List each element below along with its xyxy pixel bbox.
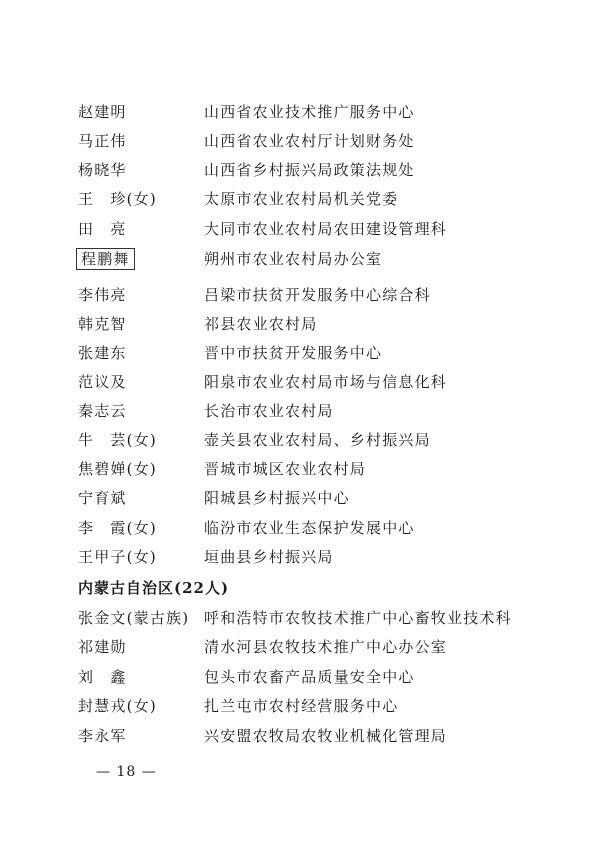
person-name: 张建东: [78, 344, 127, 362]
list-item: [78, 283, 548, 307]
organization: 清水河县农牧技术推广中心办公室: [204, 638, 448, 656]
person-name: 刘 鑫: [78, 668, 127, 686]
list-item: [78, 247, 548, 271]
organization: 朔州市农业农村局办公室: [204, 250, 383, 268]
list-item: [78, 694, 548, 718]
organization: 包头市农畜产品质量安全中心: [204, 668, 415, 686]
person-name: 祁建勋: [78, 638, 127, 656]
list-item: [78, 665, 548, 689]
organization: 吕梁市扶贫开发服务中心综合科: [204, 286, 431, 304]
organization: 山西省农业技术推广服务中心: [204, 103, 415, 121]
organization: 兴安盟农牧局农牧业机械化管理局: [204, 727, 448, 745]
list-item: [78, 341, 548, 365]
organization: 山西省农业农村厅计划财务处: [204, 132, 415, 150]
person-name: 范议及: [78, 373, 127, 391]
person-name: 韩克智: [78, 315, 127, 333]
person-name-boxed: 程鹏舞: [76, 248, 135, 270]
person-name: 宁育斌: [78, 489, 127, 507]
person-name: 牛 芸(女): [78, 431, 157, 449]
organization: 晋城市城区农业农村局: [204, 460, 367, 478]
organization: 临汾市农业生态保护发展中心: [204, 519, 415, 537]
list-item: [78, 635, 548, 659]
organization: 大同市农业农村局农田建设管理科: [204, 220, 448, 238]
list-item: [78, 129, 548, 153]
organization: 山西省乡村振兴局政策法规处: [204, 161, 415, 179]
person-name: 张金文(蒙古族): [78, 609, 190, 627]
person-name: 赵建明: [78, 103, 127, 121]
list-item: [78, 457, 548, 481]
list-item: [78, 217, 548, 241]
person-name: 焦碧婵(女): [78, 460, 157, 478]
organization: 长治市农业农村局: [204, 402, 334, 420]
list-item: [78, 545, 548, 569]
list-item: [78, 428, 548, 452]
list-item: [78, 370, 548, 394]
section-heading: 内蒙古自治区(22人): [78, 579, 230, 597]
person-name: 王甲子(女): [78, 548, 157, 566]
organization: 呼和浩特市农牧技术推广中心畜牧业技术科: [204, 609, 512, 627]
organization: 扎兰屯市农村经营服务中心: [204, 697, 399, 715]
list-item: [78, 399, 548, 423]
organization: 晋中市扶贫开发服务中心: [204, 344, 383, 362]
organization: 祁县农业农村局: [204, 315, 318, 333]
list-item: [78, 100, 548, 124]
person-name: 秦志云: [78, 402, 127, 420]
organization: 垣曲县乡村振兴局: [204, 548, 334, 566]
list-item: [78, 158, 548, 182]
list-item: [78, 516, 548, 540]
list-item: [78, 486, 548, 510]
person-name: 李永军: [78, 727, 127, 745]
person-name: 封慧戎(女): [78, 697, 157, 715]
person-name: 马正伟: [78, 132, 127, 150]
person-name: 李 霞(女): [78, 519, 157, 537]
organization: 太原市农业农村局机关党委: [204, 190, 399, 208]
person-name: 杨晓华: [78, 161, 127, 179]
list-item: [78, 312, 548, 336]
list-item: [78, 606, 548, 630]
organization: 阳泉市农业农村局市场与信息化科: [204, 373, 448, 391]
list-item: [78, 724, 548, 748]
page-number: — 18 —: [96, 764, 157, 780]
person-name: 田 亮: [78, 220, 127, 238]
person-name: 王 珍(女): [78, 190, 157, 208]
list-item: [78, 187, 548, 211]
organization: 阳城县乡村振兴中心: [204, 489, 350, 507]
organization: 壶关县农业农村局、乡村振兴局: [204, 431, 431, 449]
person-name: 李伟亮: [78, 286, 127, 304]
